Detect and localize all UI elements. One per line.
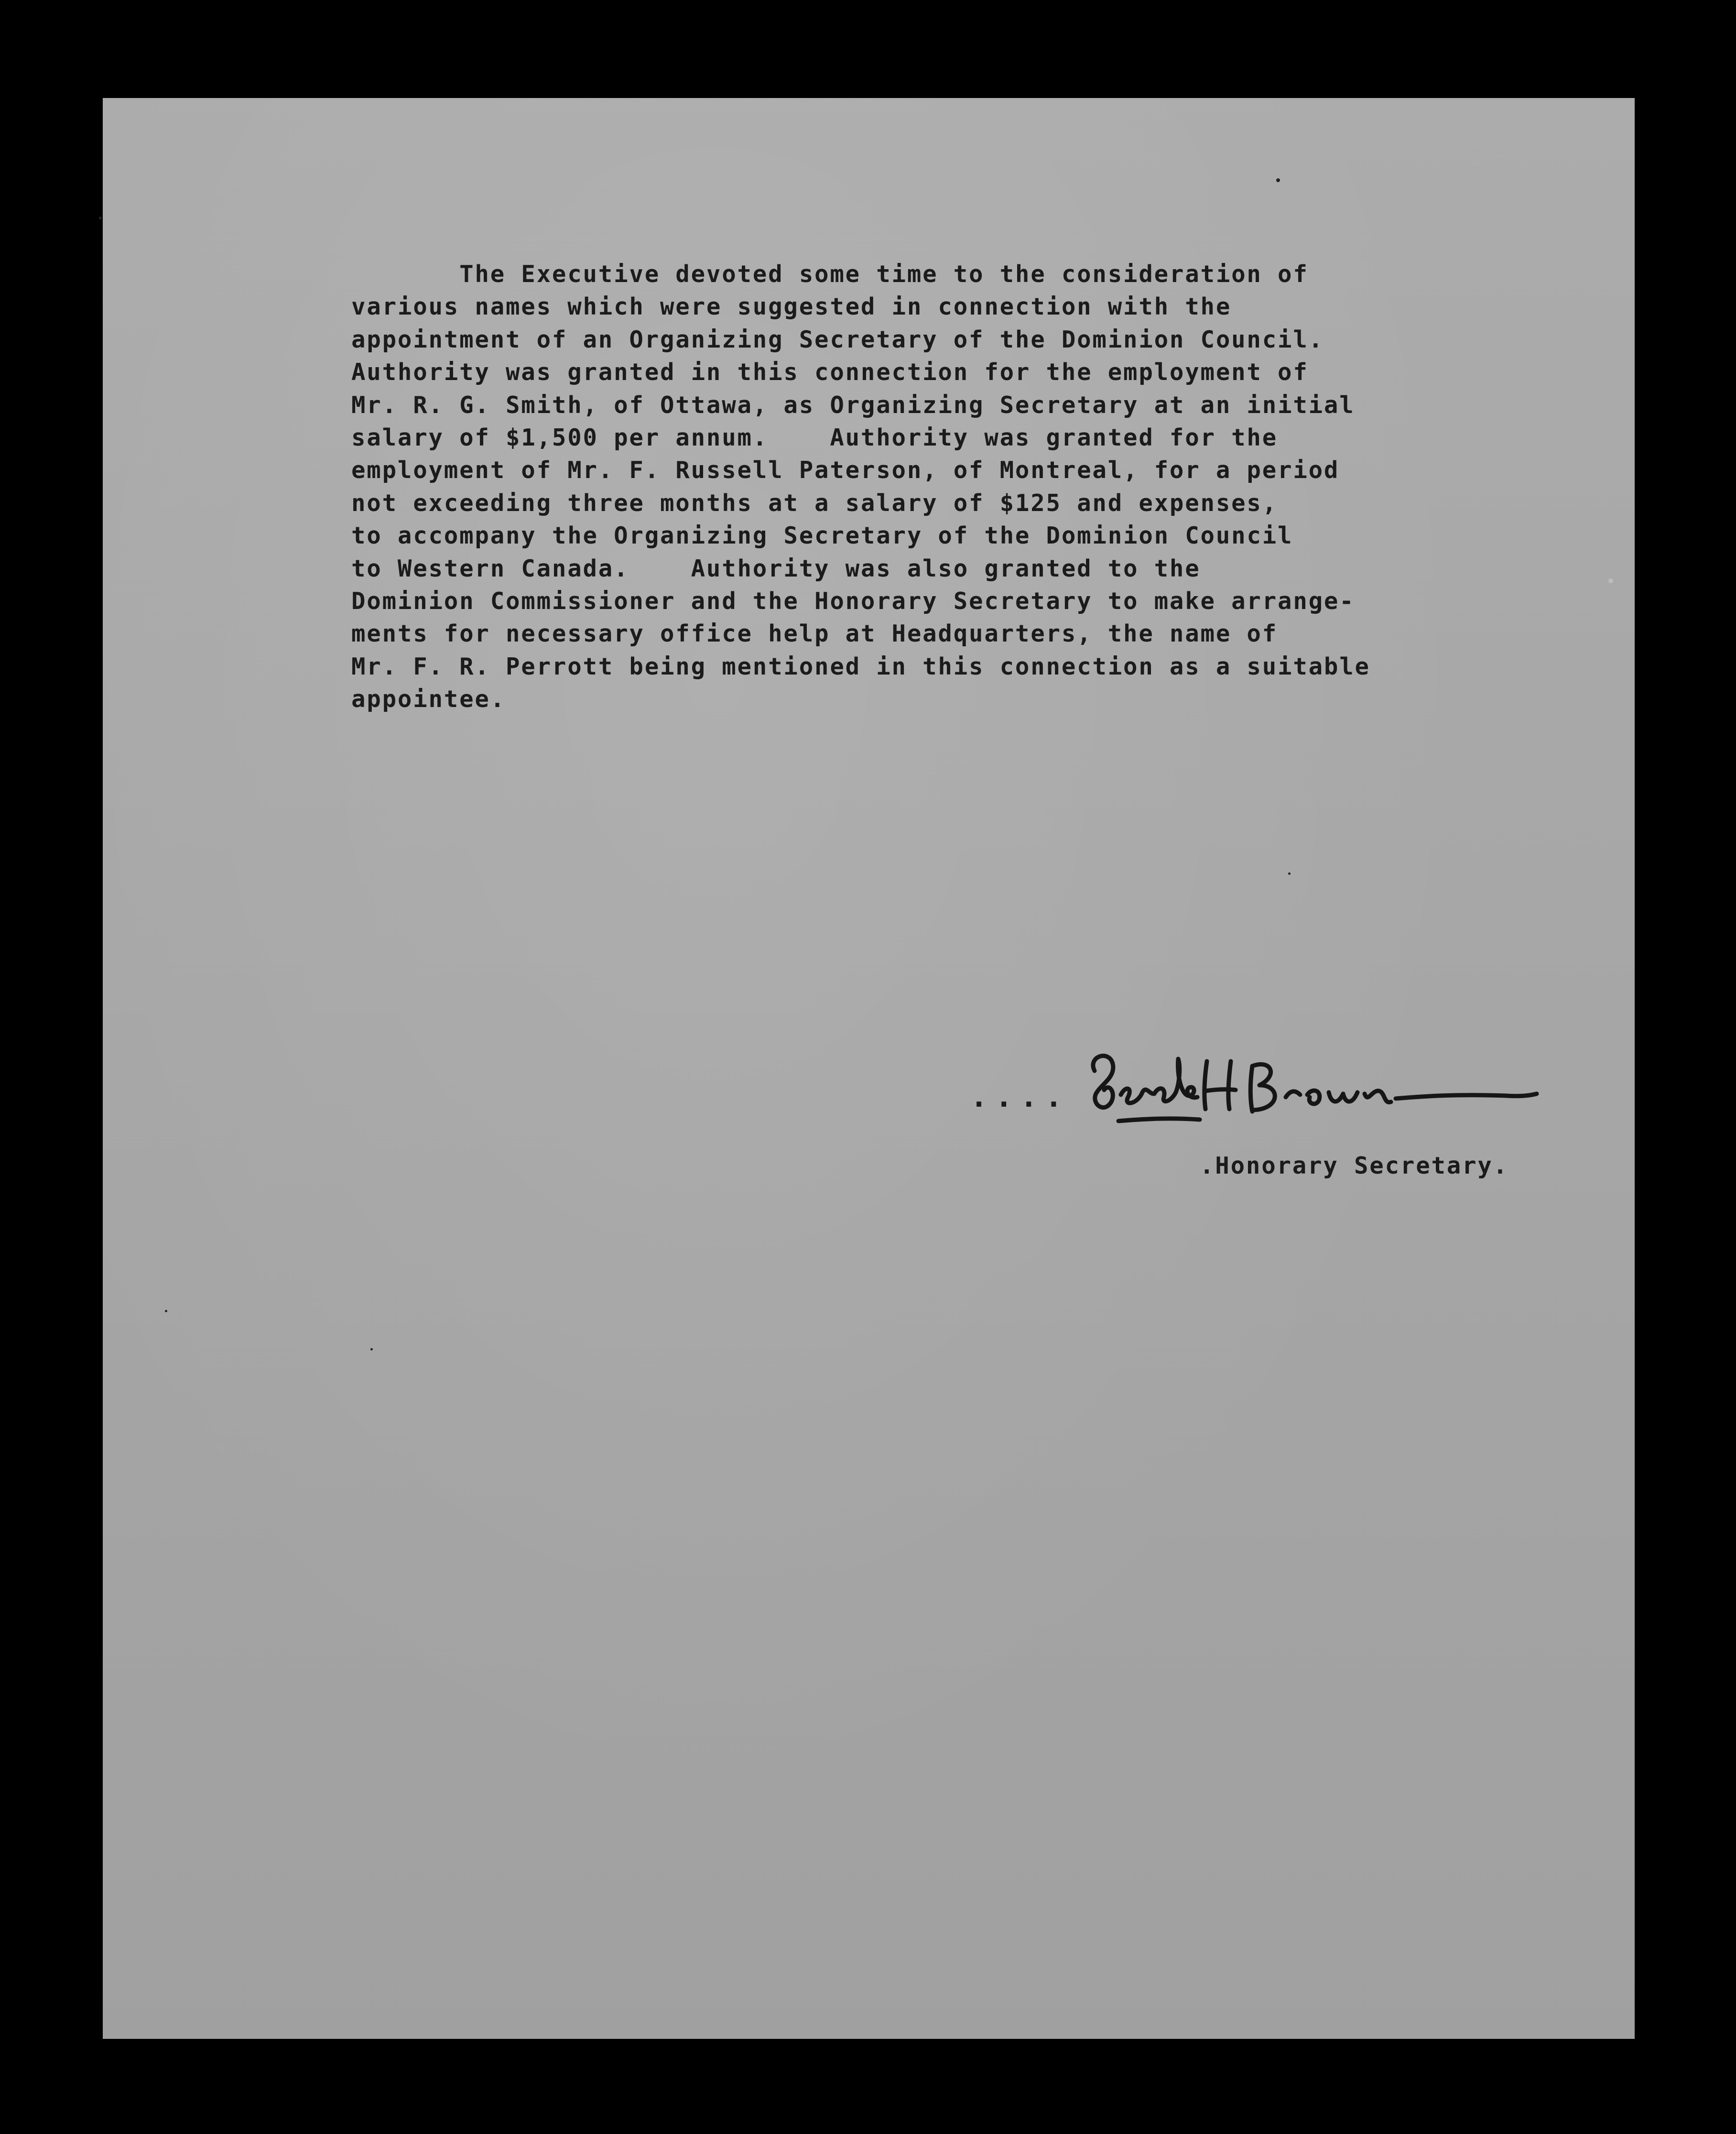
paper-speck xyxy=(1288,872,1291,875)
signer-title: .Honorary Secretary. xyxy=(1200,1152,1509,1179)
signature-leader-dots: .... xyxy=(970,1080,1070,1114)
handwritten-signature xyxy=(1075,1037,1544,1133)
paper-speck xyxy=(99,217,102,219)
signature-block xyxy=(970,1037,1544,1133)
paper-speck xyxy=(165,1310,167,1312)
paper-speck xyxy=(370,1348,373,1350)
memo-body-text: The Executive devoted some time to the consideration of various names which were suggested in connection with the appointment of an Organizing Secretary of the Dominion Council. Authority was granted in this connection for the employment of Mr. R. G. Smith, of Ottawa, as Organizing Secretary at an initial salary of $1,500 per annum. Authority was granted for the employment of Mr. F. Russell Paterson, of Montreal, for a period not exceeding three months at a salary of $125 and expenses, to accompany the Organizing Secretary of the Dominion Council to Western Canada. Authority was also granted to the Dominion Commissioner and the Honorary Secretary to make arrange- ments for necessary office help at Headquarters, the name of Mr. F. R. Perrott being mentioned in this connection as a suitable appointee. xyxy=(351,261,1370,713)
paper-speck xyxy=(1276,178,1280,182)
paper-speck xyxy=(1608,578,1613,583)
